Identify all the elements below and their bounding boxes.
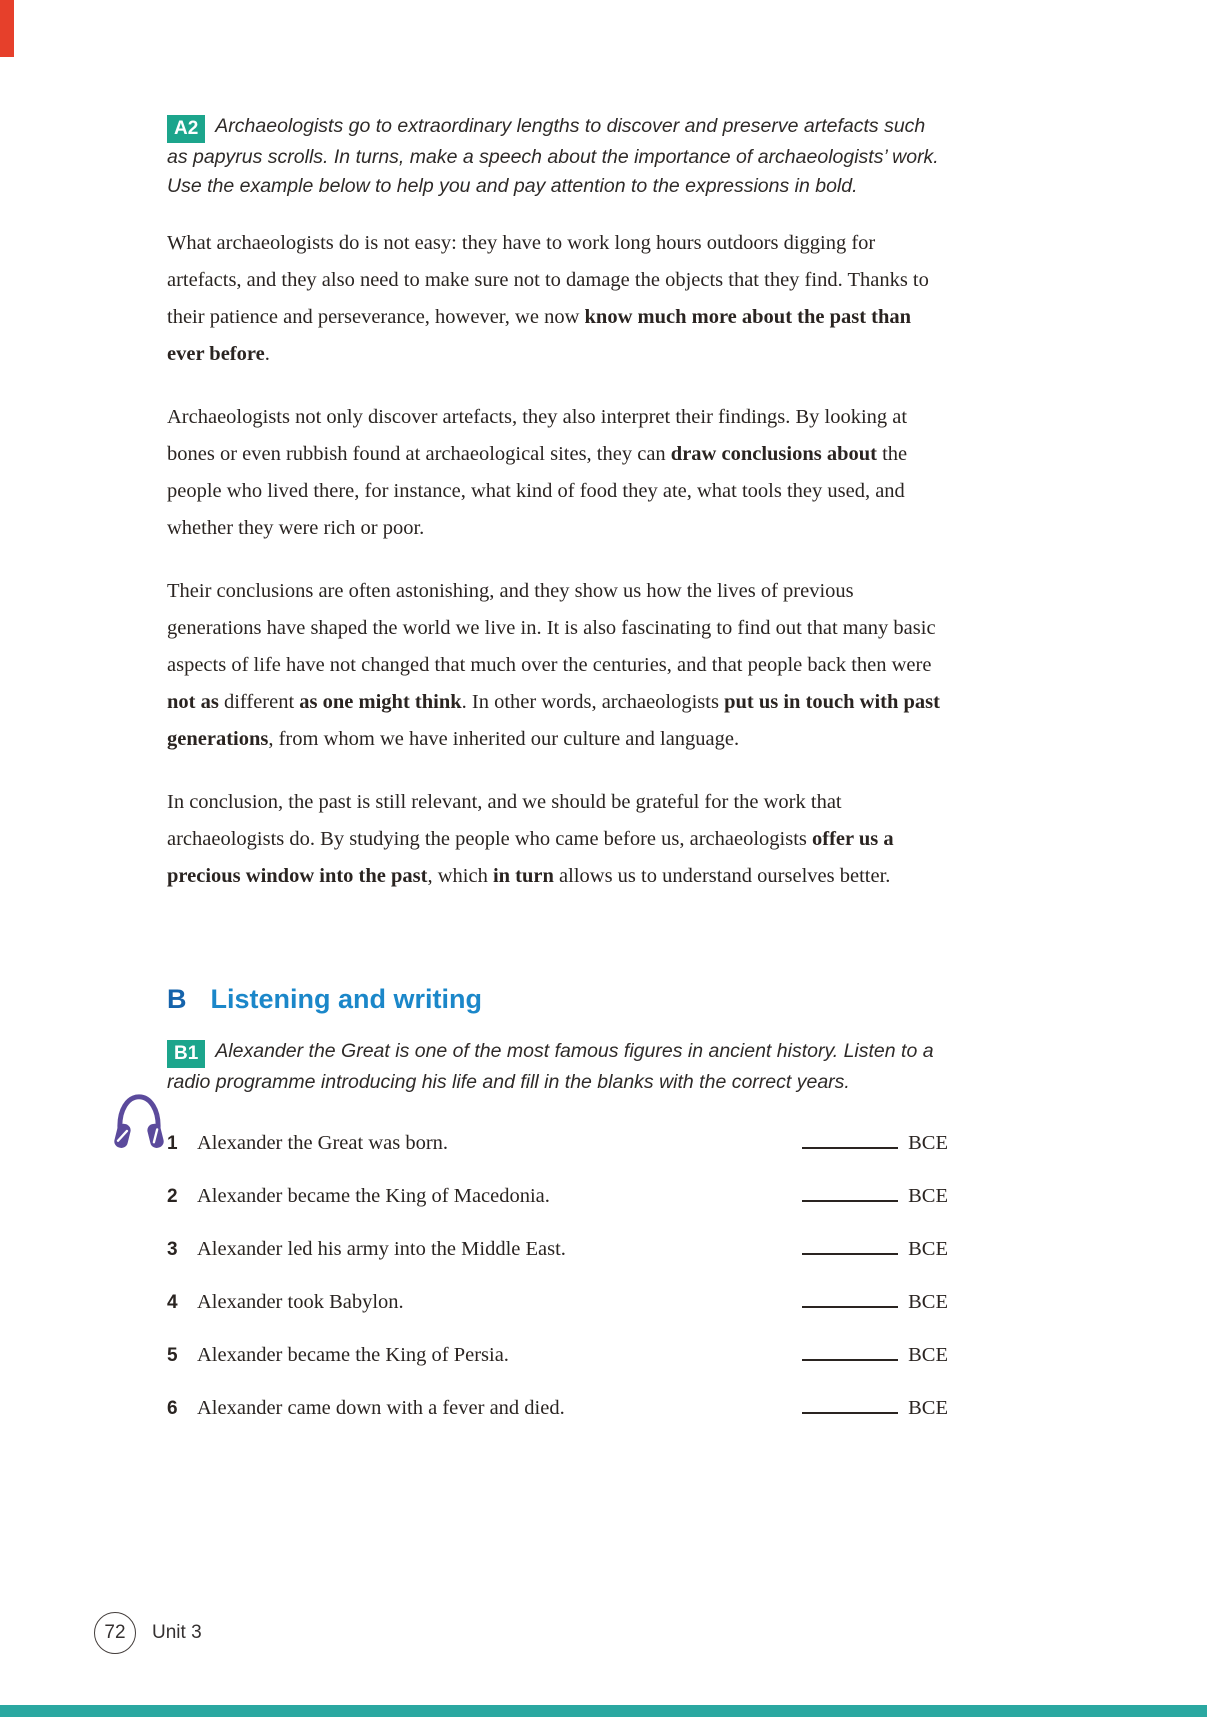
item-answer (802, 1237, 948, 1261)
exercise-a2-instruction (167, 112, 948, 201)
answer-blank[interactable] (802, 1200, 898, 1202)
listening-item-row (167, 1184, 948, 1209)
answer-blank[interactable] (802, 1412, 898, 1414)
page-footer (94, 1612, 202, 1654)
item-number: 5 (167, 1345, 178, 1366)
b1-badge: B1 (167, 1040, 205, 1068)
bce-label: BCE (908, 1185, 948, 1207)
item-text: Alexander led his army into the Middle East. (197, 1238, 566, 1260)
speech-paragraph: Archaeologists not only discover artefacts, they also interpret their findings. By looking at bones or even rubbish found at archaeological sites, they can draw conclusions about the people who lived there, for instance, what kind of food they ate, what tools they used, and whether they were rich or poor. (167, 406, 908, 539)
unit-label: Unit 3 (152, 1622, 202, 1643)
bce-label: BCE (908, 1397, 948, 1419)
exercise-b1-instruction (167, 1037, 948, 1097)
speech-example (167, 225, 948, 895)
headphones-icon (112, 1090, 166, 1154)
speech-paragraph: In conclusion, the past is still relevant, and we should be grateful for the work that archaeologists do. By studying the people who came before us, archaeologists offer us a precious window into the past, which in turn allows us to understand ourselves better. (167, 791, 894, 887)
item-text: Alexander came down with a fever and died. (197, 1397, 565, 1419)
item-number: 1 (167, 1133, 178, 1154)
answer-blank[interactable] (802, 1253, 898, 1255)
answer-blank[interactable] (802, 1359, 898, 1361)
bce-label: BCE (908, 1291, 948, 1313)
item-text: Alexander became the King of Macedonia. (197, 1185, 550, 1207)
item-number: 6 (167, 1398, 178, 1419)
item-answer (802, 1343, 948, 1367)
page-number: 72 (104, 1622, 126, 1643)
section-b-title: Listening and writing (210, 984, 482, 1014)
a2-badge: A2 (167, 115, 205, 143)
answer-blank[interactable] (802, 1147, 898, 1149)
bce-label: BCE (908, 1344, 948, 1366)
a2-instruction-text: Archaeologists go to extraordinary lengths to discover and preserve artefacts such as papyrus scrolls. In turns, make a speech about the importance of archaeologists’ work. Use the example below to help you and pay attention to the expressions in bold. (167, 115, 939, 197)
bce-label: BCE (908, 1132, 948, 1154)
section-b-heading (167, 983, 948, 1015)
b1-instruction-text: Alexander the Great is one of the most famous figures in ancient history. Listen to a radio programme introducing his life and fill in the blanks with the correct years. (167, 1040, 934, 1093)
item-answer (802, 1290, 948, 1314)
footer-color-bar (0, 1705, 1207, 1717)
item-number: 4 (167, 1292, 178, 1313)
item-text: Alexander took Babylon. (197, 1291, 404, 1313)
speech-paragraph: What archaeologists do is not easy: they have to work long hours outdoors digging for artefacts, and they also need to make sure not to damage the objects that they find. Thanks to their patience and perseverance, however, we now know much more about the past than ever before. (167, 232, 929, 365)
item-answer (802, 1131, 948, 1155)
item-answer (802, 1396, 948, 1420)
section-b-letter: B (167, 984, 187, 1014)
page-content (167, 112, 948, 1449)
item-number: 2 (167, 1186, 178, 1207)
speech-paragraph: Their conclusions are often astonishing, and they show us how the lives of previous generations have shaped the world we live in. It is also fascinating to find out that many basic aspects of life have not changed that much over the centuries, and that people back then were not as different as one might think. In other words, archaeologists put us in touch with past generations, from whom we have inherited our culture and language. (167, 580, 940, 750)
bce-label: BCE (908, 1238, 948, 1260)
answer-blank[interactable] (802, 1306, 898, 1308)
item-text: Alexander became the King of Persia. (197, 1344, 509, 1366)
item-answer (802, 1184, 948, 1208)
page-number-badge (94, 1612, 136, 1654)
item-text: Alexander the Great was born. (197, 1132, 449, 1154)
listening-item-row (167, 1396, 948, 1421)
listening-item-row (167, 1131, 948, 1156)
listening-items (167, 1131, 948, 1421)
listening-item-row (167, 1237, 948, 1262)
item-number: 3 (167, 1239, 178, 1260)
listening-item-row (167, 1290, 948, 1315)
corner-trim-mark (0, 0, 14, 57)
listening-item-row (167, 1343, 948, 1368)
